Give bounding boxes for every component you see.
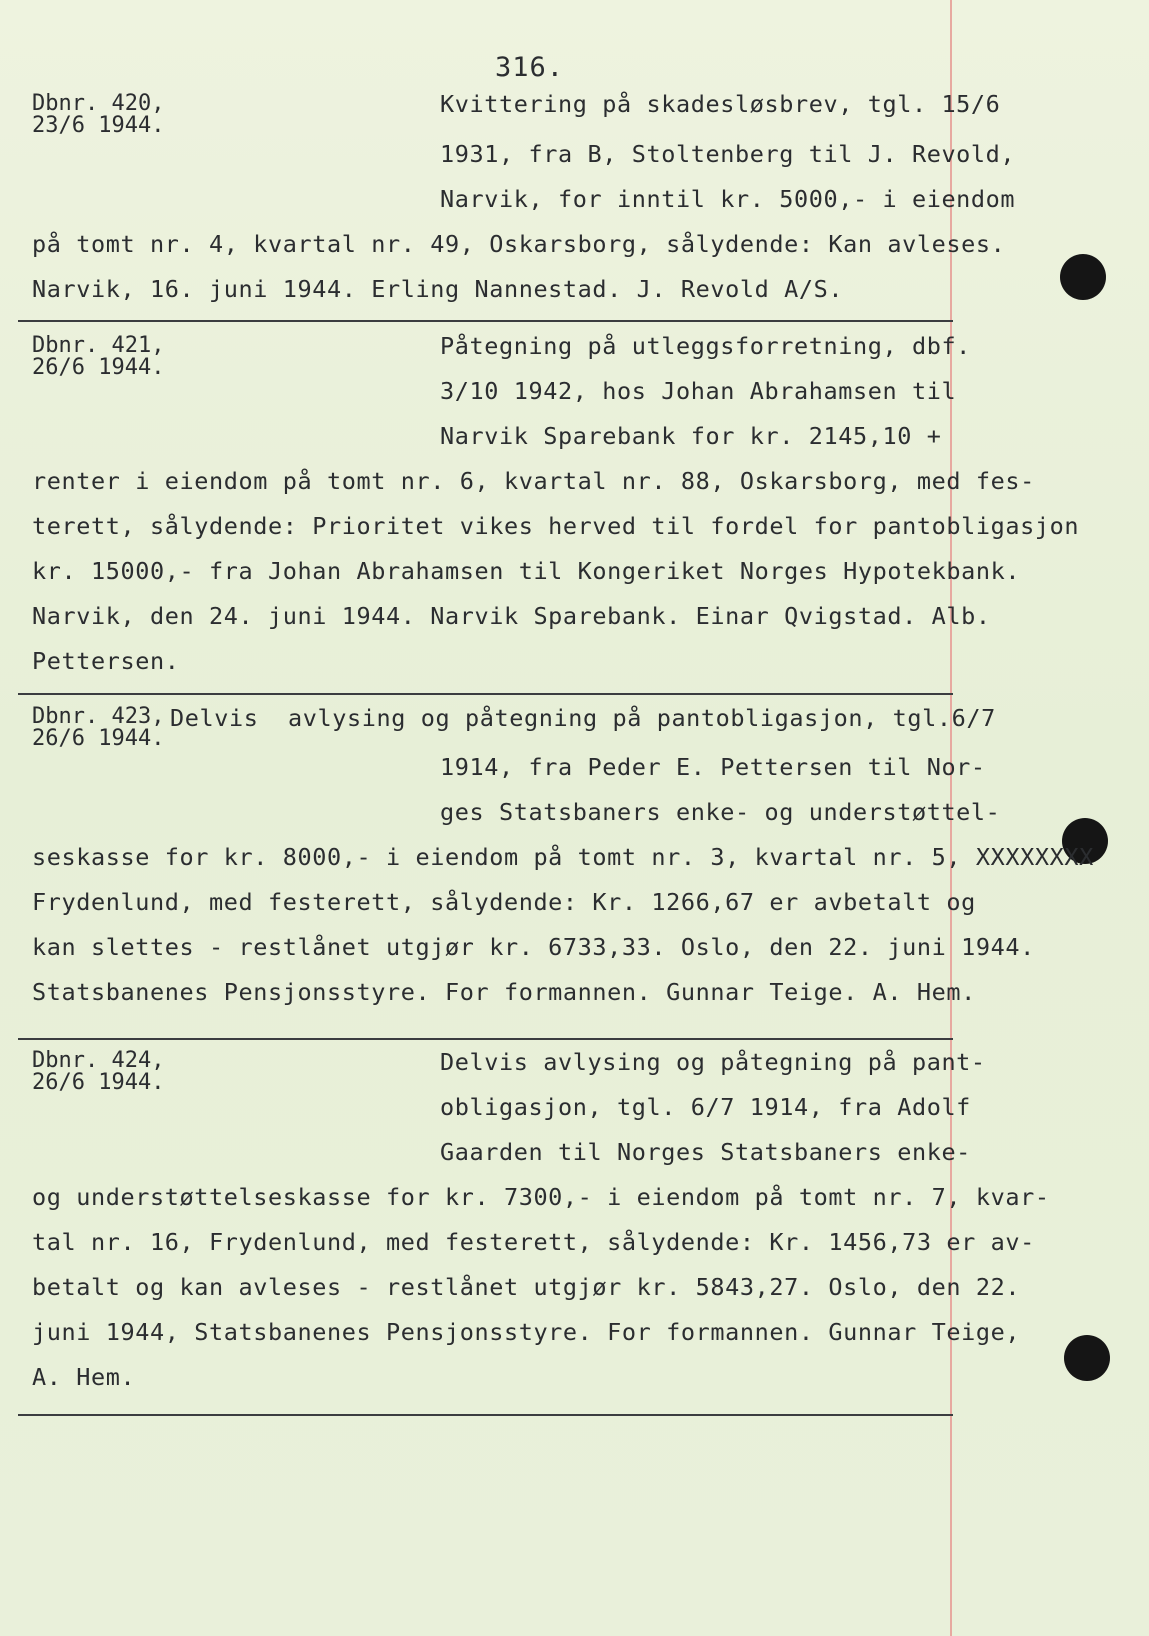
entry-text-line: Gaarden til Norges Statsbaners enke- [440,1138,971,1166]
entry-text-line: seskasse for kr. 8000,- i eiendom på tomt nr. 3, kvartal nr. 5, XXXXXXXX [32,843,1094,871]
entry-number: Dbnr. 423, [32,704,165,729]
entry-separator [18,320,953,322]
entry-text-line: 1931, fra B, Stoltenberg til J. Revold, [440,140,1016,168]
entry-text-line: obligasjon, tgl. 6/7 1914, fra Adolf [440,1093,971,1121]
entry-number: Dbnr. 420, [32,91,165,116]
entry-date: 26/6 1944. [32,355,165,380]
entry-text-line: Narvik, den 24. juni 1944. Narvik Sparebank. Einar Qvigstad. Alb. [32,602,991,630]
entry-text-line: Statsbanenes Pensjonsstyre. For formannen. Gunnar Teige. A. Hem. [32,978,976,1006]
entry-text-line: renter i eiendom på tomt nr. 6, kvartal nr. 88, Oskarsborg, med fes- [32,467,1035,495]
entry-separator [18,693,953,695]
entry-text-line: tal nr. 16, Frydenlund, med festerett, sålydende: Kr. 1456,73 er av- [32,1228,1035,1256]
entry-date: 26/6 1944. [32,1070,165,1095]
entry-number: Dbnr. 421, [32,333,165,358]
entry-text-line: Påtegning på utleggsforretning, dbf. [440,332,971,360]
entry-text-line: Pettersen. [32,647,180,675]
entry-text-line: på tomt nr. 4, kvartal nr. 49, Oskarsborg, sålydende: Kan avleses. [32,230,1006,258]
entry-text-line: betalt og kan avleses - restlånet utgjør kr. 5843,27. Oslo, den 22. [32,1273,1021,1301]
entry-text-line: Narvik, for inntil kr. 5000,- i eiendom [440,185,1016,213]
entry-text-line: A. Hem. [32,1363,136,1391]
entry-date: 26/6 1944. [32,726,165,751]
entry-text-line: kan slettes - restlånet utgjør kr. 6733,33. Oslo, den 22. juni 1944. [32,933,1035,961]
entry-text-line: kr. 15000,- fra Johan Abrahamsen til Kongeriket Norges Hypotekbank. [32,557,1021,585]
entry-separator [18,1038,953,1040]
punch-hole-icon [1060,254,1106,300]
page-number: 316. [495,52,565,83]
entry-text-line: Frydenlund, med festerett, sålydende: Kr. 1266,67 er avbetalt og [32,888,976,916]
entry-text-line: Narvik Sparebank for kr. 2145,10 + [440,422,942,450]
entry-text-line: 1914, fra Peder E. Pettersen til Nor- [440,753,986,781]
entry-date: 23/6 1944. [32,113,165,138]
entry-text-line: ges Statsbaners enke- og understøttel- [440,798,1001,826]
entry-separator [18,1414,953,1416]
entry-text-line: juni 1944, Statsbanenes Pensjonsstyre. For formannen. Gunnar Teige, [32,1318,1021,1346]
punch-hole-icon [1064,1335,1110,1381]
entry-text-line: Kvittering på skadesløsbrev, tgl. 15/6 [440,90,1001,118]
entry-text-line: Delvis avlysing og påtegning på pantobligasjon, tgl.6/7 [170,704,996,732]
entry-number: Dbnr. 424, [32,1048,165,1073]
entry-text-line: terett, sålydende: Prioritet vikes herved til fordel for pantobligasjon [32,512,1080,540]
entry-text-line: 3/10 1942, hos Johan Abrahamsen til [440,377,957,405]
entry-text-line: og understøttelseskasse for kr. 7300,- i eiendom på tomt nr. 7, kvar- [32,1183,1050,1211]
entry-text-line: Delvis avlysing og påtegning på pant- [440,1048,986,1076]
entry-text-line: Narvik, 16. juni 1944. Erling Nannestad. J. Revold A/S. [32,275,844,303]
